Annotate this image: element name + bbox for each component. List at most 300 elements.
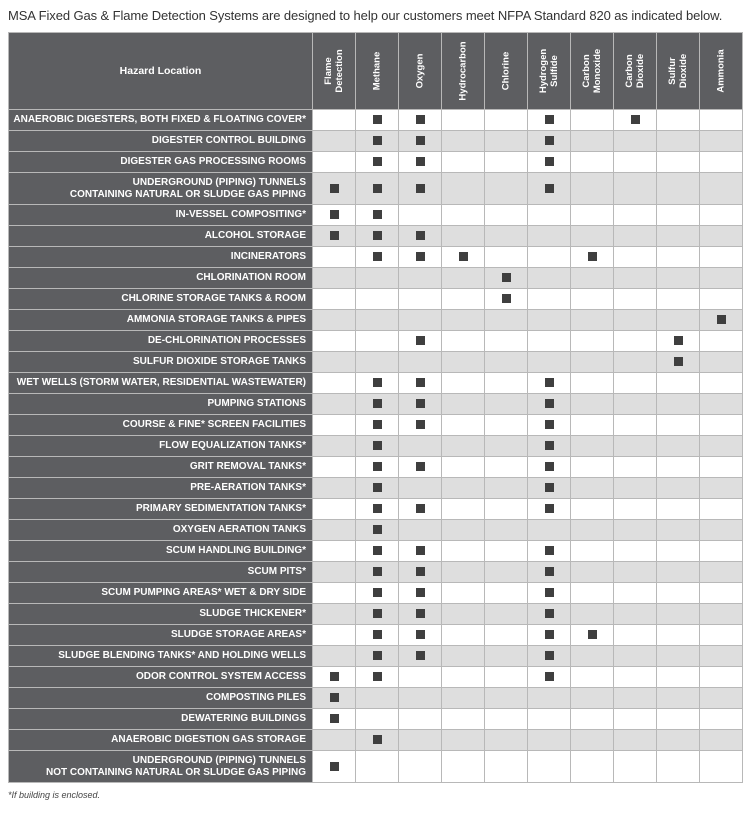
matrix-cell [485,289,528,310]
matrix-cell [399,457,442,478]
matrix-cell [657,415,700,436]
matrix-cell [313,415,356,436]
matrix-cell [657,688,700,709]
matrix-cell [657,457,700,478]
matrix-cell [657,373,700,394]
applicable-mark-icon [373,115,382,124]
hazard-location-label: CHLORINE STORAGE TANKS & ROOM [9,289,313,310]
matrix-cell [485,310,528,331]
matrix-cell [399,583,442,604]
gas-header-oxygen: Oxygen [399,33,442,110]
applicable-mark-icon [373,462,382,471]
matrix-cell [313,436,356,457]
matrix-cell [657,310,700,331]
matrix-cell [313,373,356,394]
matrix-cell [571,499,614,520]
hazard-location-label: DIGESTER CONTROL BUILDING [9,131,313,152]
matrix-cell [399,604,442,625]
applicable-mark-icon [330,714,339,723]
matrix-cell [528,436,571,457]
matrix-cell [614,562,657,583]
matrix-cell [356,436,399,457]
hazard-location-header: Hazard Location [9,33,313,110]
matrix-cell [442,562,485,583]
header-row [9,33,743,110]
matrix-cell [356,646,399,667]
matrix-cell [356,709,399,730]
matrix-cell [571,289,614,310]
hazard-location-label: COURSE & FINE* SCREEN FACILITIES [9,415,313,436]
matrix-cell [571,205,614,226]
matrix-cell [356,457,399,478]
applicable-mark-icon [416,157,425,166]
matrix-cell [614,646,657,667]
matrix-cell [614,205,657,226]
table-row [9,394,743,415]
matrix-cell [700,268,743,289]
hazard-location-label: INCINERATORS [9,247,313,268]
hazard-location-label: DEWATERING BUILDINGS [9,709,313,730]
matrix-cell [399,247,442,268]
matrix-cell [528,583,571,604]
matrix-cell [528,289,571,310]
applicable-mark-icon [373,588,382,597]
hazard-location-label: COMPOSTING PILES [9,688,313,709]
matrix-cell [356,688,399,709]
applicable-mark-icon [416,136,425,145]
gas-header-carbon-monoxide: Carbon Monoxide [571,33,614,110]
matrix-cell [442,751,485,783]
matrix-cell [356,352,399,373]
matrix-cell [614,541,657,562]
matrix-cell [442,268,485,289]
applicable-mark-icon [373,483,382,492]
hazard-location-label: SCUM PUMPING AREAS* WET & DRY SIDE [9,583,313,604]
matrix-cell [442,373,485,394]
matrix-cell [485,730,528,751]
matrix-cell [442,394,485,415]
matrix-cell [657,394,700,415]
matrix-cell [485,152,528,173]
footnote: *If building is enclosed. [8,790,101,800]
matrix-cell [442,415,485,436]
matrix-cell [528,415,571,436]
applicable-mark-icon [373,399,382,408]
matrix-cell [614,268,657,289]
matrix-cell [356,415,399,436]
matrix-cell [700,604,743,625]
applicable-mark-icon [545,672,554,681]
matrix-cell [442,310,485,331]
applicable-mark-icon [330,693,339,702]
matrix-cell [700,173,743,205]
matrix-cell [485,520,528,541]
matrix-cell [313,646,356,667]
hazard-location-label: PRIMARY SEDIMENTATION TANKS* [9,499,313,520]
matrix-cell [657,268,700,289]
matrix-cell [485,352,528,373]
matrix-cell [356,205,399,226]
table-row [9,268,743,289]
matrix-cell [399,173,442,205]
table-row [9,247,743,268]
matrix-cell [657,583,700,604]
matrix-cell [313,667,356,688]
matrix-cell [657,110,700,131]
matrix-cell [313,604,356,625]
applicable-mark-icon [545,630,554,639]
applicable-mark-icon [545,136,554,145]
hazard-location-label: ODOR CONTROL SYSTEM ACCESS [9,667,313,688]
applicable-mark-icon [459,252,468,261]
matrix-cell [657,436,700,457]
matrix-cell [700,247,743,268]
matrix-cell [313,110,356,131]
matrix-cell [528,247,571,268]
matrix-cell [485,604,528,625]
matrix-cell [399,205,442,226]
matrix-cell [356,751,399,783]
gas-header-flame-detection: Flame Detection [313,33,356,110]
matrix-cell [528,331,571,352]
matrix-cell [399,730,442,751]
applicable-mark-icon [545,378,554,387]
matrix-cell [442,499,485,520]
matrix-cell [313,205,356,226]
matrix-cell [571,331,614,352]
matrix-cell [485,226,528,247]
table-row [9,604,743,625]
matrix-cell [700,152,743,173]
matrix-cell [700,625,743,646]
applicable-mark-icon [373,525,382,534]
applicable-mark-icon [631,115,640,124]
matrix-cell [657,667,700,688]
matrix-cell [700,415,743,436]
matrix-cell [657,131,700,152]
matrix-cell [657,289,700,310]
matrix-cell [485,394,528,415]
matrix-cell [528,478,571,499]
matrix-cell [356,289,399,310]
matrix-cell [614,352,657,373]
applicable-mark-icon [373,546,382,555]
table-row [9,289,743,310]
matrix-cell [356,152,399,173]
table-row [9,331,743,352]
applicable-mark-icon [330,184,339,193]
table-row [9,478,743,499]
matrix-cell [485,415,528,436]
matrix-cell [442,604,485,625]
matrix-cell [700,499,743,520]
matrix-cell [528,646,571,667]
gas-header-hydrocarbon: Hydrocarbon [442,33,485,110]
hazard-gas-matrix [8,32,743,783]
matrix-cell [313,583,356,604]
matrix-cell [313,152,356,173]
matrix-cell [657,499,700,520]
applicable-mark-icon [330,672,339,681]
matrix-cell [313,688,356,709]
matrix-cell [313,289,356,310]
applicable-mark-icon [373,210,382,219]
hazard-location-label: SLUDGE STORAGE AREAS* [9,625,313,646]
matrix-cell [528,310,571,331]
matrix-cell [313,331,356,352]
matrix-cell [700,688,743,709]
matrix-cell [528,173,571,205]
matrix-cell [356,331,399,352]
matrix-cell [528,352,571,373]
applicable-mark-icon [416,336,425,345]
matrix-cell [356,730,399,751]
matrix-cell [485,457,528,478]
matrix-cell [442,667,485,688]
matrix-cell [571,247,614,268]
applicable-mark-icon [545,462,554,471]
hazard-location-label: SULFUR DIOXIDE STORAGE TANKS [9,352,313,373]
applicable-mark-icon [545,115,554,124]
matrix-cell [571,436,614,457]
table-row [9,625,743,646]
matrix-cell [614,730,657,751]
applicable-mark-icon [545,567,554,576]
applicable-mark-icon [373,252,382,261]
matrix-cell [571,688,614,709]
matrix-cell [657,478,700,499]
matrix-cell [571,373,614,394]
matrix-cell [485,478,528,499]
matrix-cell [313,173,356,205]
matrix-cell [399,289,442,310]
table-row [9,709,743,730]
applicable-mark-icon [330,762,339,771]
matrix-cell [700,310,743,331]
table-row [9,583,743,604]
matrix-cell [614,667,657,688]
matrix-cell [614,131,657,152]
applicable-mark-icon [545,609,554,618]
applicable-mark-icon [373,651,382,660]
matrix-cell [614,331,657,352]
matrix-cell [614,289,657,310]
matrix-cell [442,131,485,152]
table-row [9,751,743,783]
hazard-location-label: OXYGEN AERATION TANKS [9,520,313,541]
matrix-cell [399,331,442,352]
matrix-cell [700,131,743,152]
matrix-cell [700,478,743,499]
matrix-cell [356,373,399,394]
matrix-cell [313,226,356,247]
matrix-cell [442,457,485,478]
applicable-mark-icon [373,231,382,240]
matrix-cell [313,478,356,499]
matrix-cell [657,709,700,730]
applicable-mark-icon [373,136,382,145]
matrix-cell [614,478,657,499]
matrix-cell [485,688,528,709]
matrix-cell [442,730,485,751]
applicable-mark-icon [545,399,554,408]
hazard-location-label: ALCOHOL STORAGE [9,226,313,247]
matrix-cell [356,667,399,688]
matrix-cell [614,688,657,709]
matrix-cell [356,110,399,131]
matrix-cell [485,373,528,394]
matrix-cell [442,331,485,352]
applicable-mark-icon [330,210,339,219]
applicable-mark-icon [674,357,683,366]
hazard-location-label: SLUDGE BLENDING TANKS* AND HOLDING WELLS [9,646,313,667]
matrix-cell [528,688,571,709]
matrix-cell [700,751,743,783]
table-row [9,373,743,394]
matrix-cell [614,499,657,520]
matrix-cell [399,709,442,730]
matrix-cell [571,625,614,646]
applicable-mark-icon [545,651,554,660]
matrix-cell [399,688,442,709]
matrix-cell [442,436,485,457]
applicable-mark-icon [416,651,425,660]
matrix-cell [485,331,528,352]
applicable-mark-icon [588,630,597,639]
hazard-location-label: GRIT REMOVAL TANKS* [9,457,313,478]
matrix-cell [399,541,442,562]
matrix-cell [356,604,399,625]
gas-header-ammonia: Ammonia [700,33,743,110]
applicable-mark-icon [416,588,425,597]
table-row [9,110,743,131]
matrix-cell [399,646,442,667]
hazard-location-label: SCUM PITS* [9,562,313,583]
matrix-cell [399,415,442,436]
matrix-cell [571,520,614,541]
matrix-cell [571,541,614,562]
applicable-mark-icon [416,252,425,261]
applicable-mark-icon [416,399,425,408]
matrix-cell [313,541,356,562]
matrix-cell [614,583,657,604]
matrix-cell [571,583,614,604]
matrix-cell [657,247,700,268]
matrix-cell [614,457,657,478]
applicable-mark-icon [717,315,726,324]
gas-header-sulfur-dioxide: Sulfur Dioxide [657,33,700,110]
matrix-cell [442,625,485,646]
matrix-cell [614,373,657,394]
matrix-cell [399,352,442,373]
table-row [9,226,743,247]
matrix-cell [356,226,399,247]
matrix-cell [485,247,528,268]
matrix-cell [528,205,571,226]
matrix-cell [571,562,614,583]
hazard-location-label: UNDERGROUND (PIPING) TUNNELS NOT CONTAINING NATURAL OR SLUDGE GAS PIPING [9,751,313,783]
applicable-mark-icon [373,630,382,639]
matrix-cell [442,583,485,604]
matrix-cell [571,415,614,436]
matrix-cell [571,478,614,499]
matrix-cell [356,562,399,583]
matrix-cell [442,226,485,247]
matrix-cell [657,562,700,583]
hazard-location-label: AMMONIA STORAGE TANKS & PIPES [9,310,313,331]
matrix-cell [657,730,700,751]
applicable-mark-icon [373,441,382,450]
applicable-mark-icon [416,567,425,576]
table-row [9,152,743,173]
hazard-location-label: DIGESTER GAS PROCESSING ROOMS [9,152,313,173]
matrix-cell [356,310,399,331]
applicable-mark-icon [416,184,425,193]
matrix-cell [442,688,485,709]
matrix-cell [614,625,657,646]
matrix-cell [571,352,614,373]
matrix-cell [528,499,571,520]
matrix-cell [442,541,485,562]
matrix-cell [700,289,743,310]
applicable-mark-icon [373,378,382,387]
matrix-cell [657,751,700,783]
matrix-cell [313,751,356,783]
matrix-cell [485,625,528,646]
matrix-cell [356,131,399,152]
applicable-mark-icon [330,231,339,240]
matrix-cell [485,131,528,152]
matrix-cell [485,268,528,289]
hazard-location-label: ANAEROBIC DIGESTION GAS STORAGE [9,730,313,751]
hazard-location-label: WET WELLS (STORM WATER, RESIDENTIAL WASTEWATER) [9,373,313,394]
matrix-cell [313,709,356,730]
matrix-cell [571,152,614,173]
matrix-cell [571,226,614,247]
matrix-cell [399,373,442,394]
matrix-cell [442,646,485,667]
applicable-mark-icon [416,420,425,429]
matrix-cell [571,173,614,205]
matrix-cell [571,268,614,289]
matrix-cell [700,352,743,373]
hazard-location-label: PRE-AERATION TANKS* [9,478,313,499]
matrix-cell [528,709,571,730]
hazard-location-label: UNDERGROUND (PIPING) TUNNELS CONTAINING NATURAL OR SLUDGE GAS PIPING [9,173,313,205]
applicable-mark-icon [373,157,382,166]
matrix-cell [399,751,442,783]
hazard-location-label: CHLORINATION ROOM [9,268,313,289]
matrix-cell [442,289,485,310]
matrix-cell [571,604,614,625]
matrix-cell [313,268,356,289]
matrix-cell [657,331,700,352]
applicable-mark-icon [416,630,425,639]
table-row [9,730,743,751]
applicable-mark-icon [416,462,425,471]
matrix-cell [528,604,571,625]
matrix-cell [356,173,399,205]
matrix-cell [399,667,442,688]
matrix-cell [657,226,700,247]
matrix-cell [614,173,657,205]
matrix-cell [700,110,743,131]
matrix-cell [614,394,657,415]
matrix-cell [614,709,657,730]
applicable-mark-icon [416,609,425,618]
matrix-cell [528,520,571,541]
matrix-cell [614,415,657,436]
